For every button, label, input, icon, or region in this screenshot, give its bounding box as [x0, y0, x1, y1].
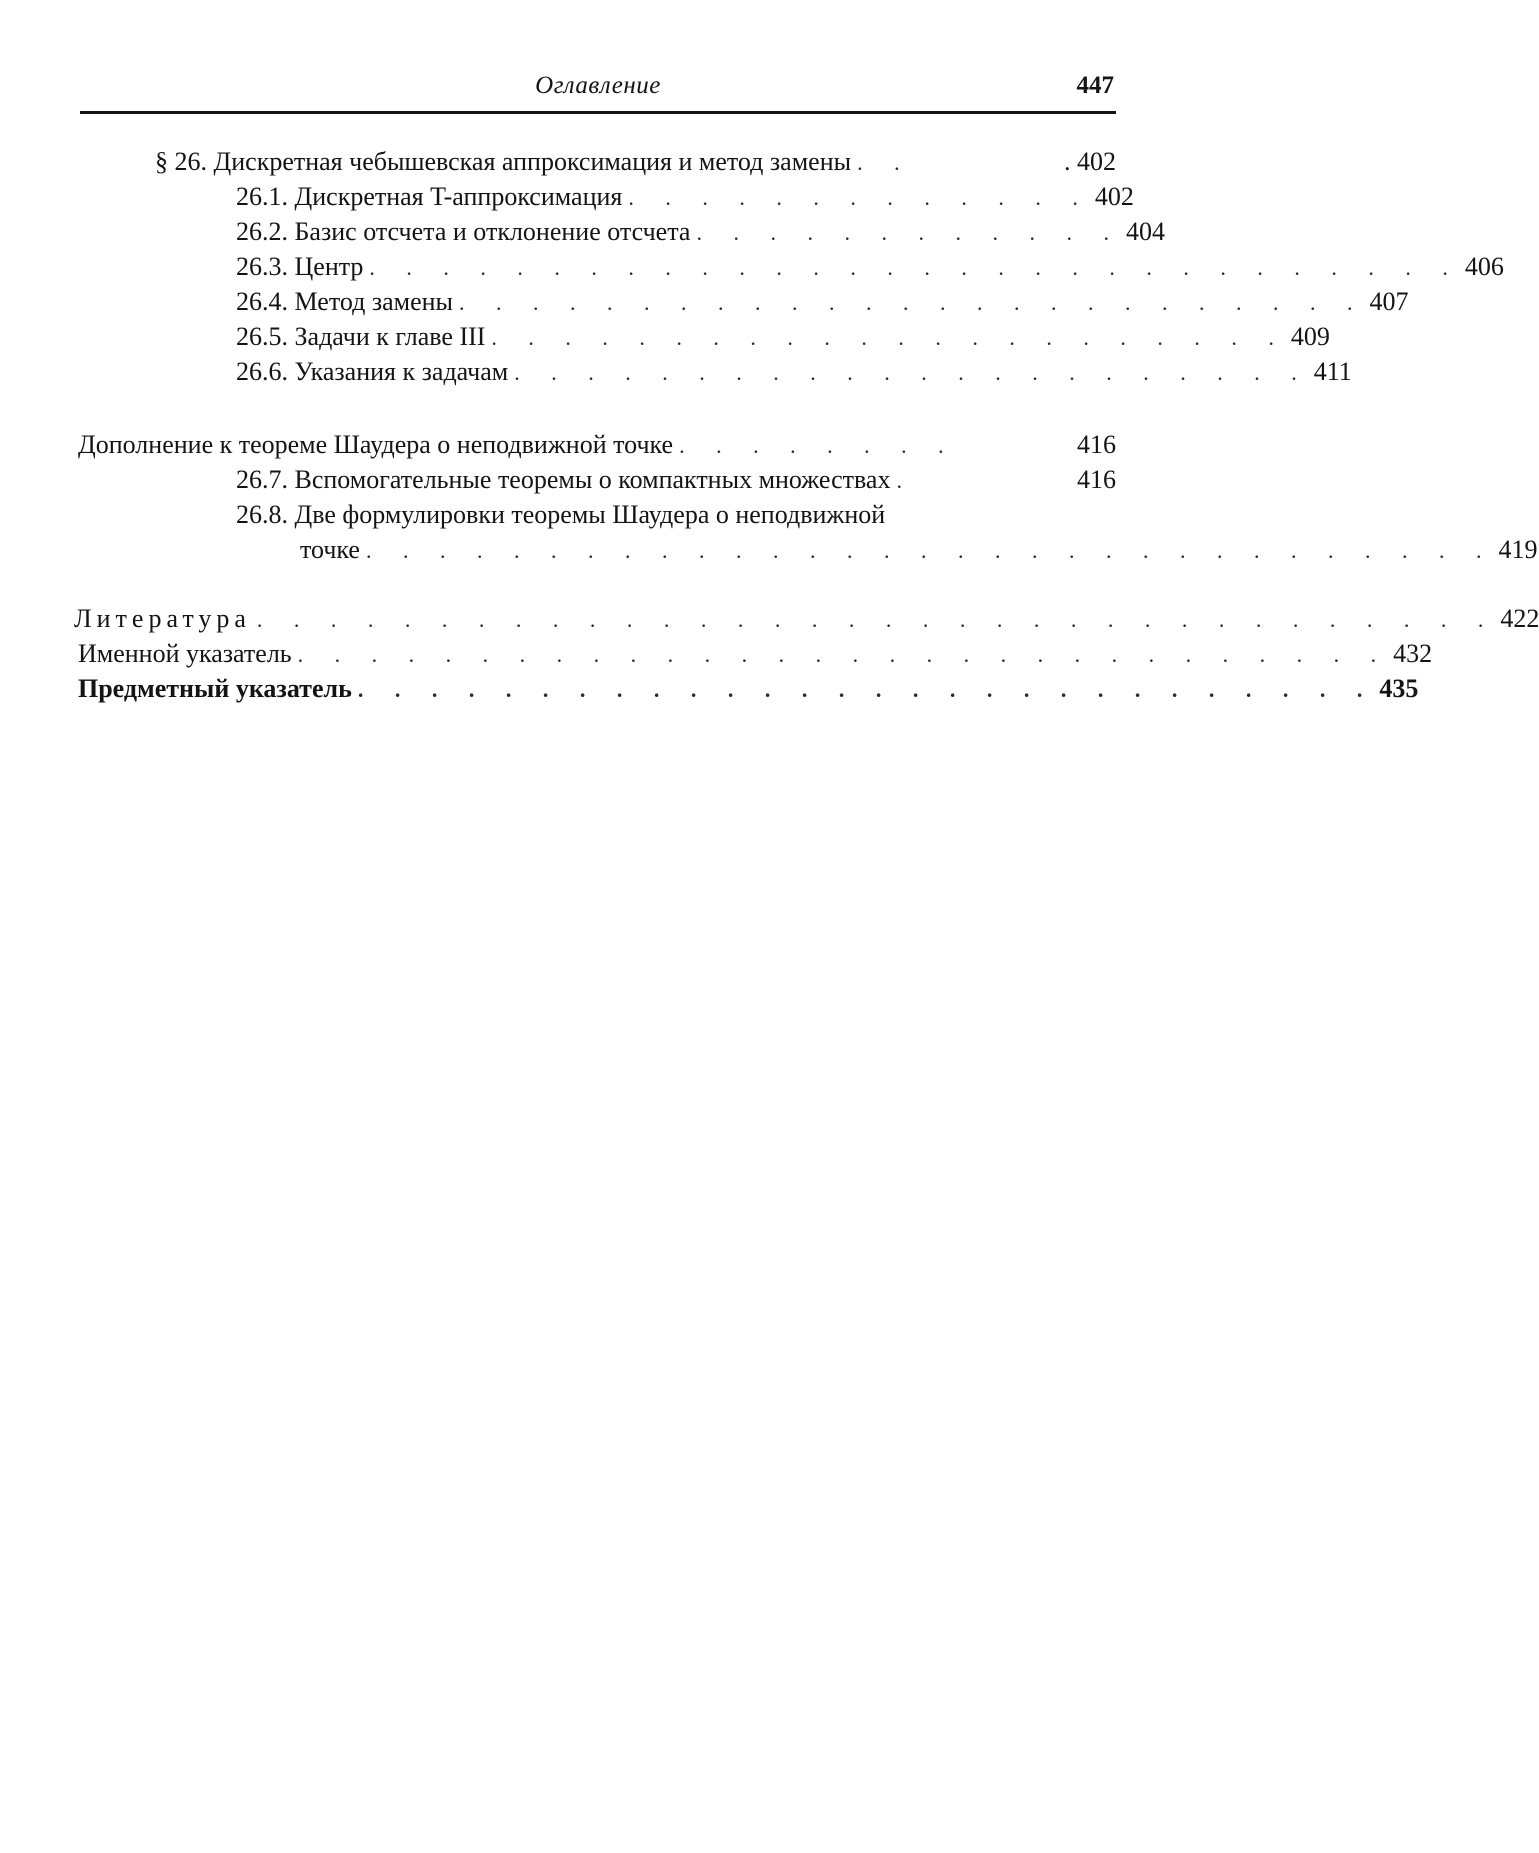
header-page-number: 447: [1076, 72, 1114, 99]
toc-entry-page: 409: [1290, 322, 1330, 351]
toc-entry-26-8-first-line[interactable]: 26.8. Две формулировки теоремы Шаудера о неподвижной: [236, 500, 886, 529]
toc-entry-literature[interactable]: [74, 602, 1539, 636]
toc-entry-label: 26.5. Задачи к главе III: [236, 322, 486, 351]
toc-entry-name-index[interactable]: [78, 637, 1433, 671]
header-title: Оглавление: [535, 72, 661, 99]
toc-leader-dots: . . . . . . . . . . . . . . . . . . . . . . . . . . . . . . .: [365, 538, 1495, 563]
toc-entry-supplement[interactable]: [78, 428, 1116, 462]
toc-entry-26-8[interactable]: [300, 533, 1538, 567]
toc-entry-page: 411: [1313, 357, 1352, 386]
toc-leader-dots: . . . . . . . . . . . . . . . . . . . . . .: [514, 360, 1310, 385]
toc-entry-page: 406: [1464, 252, 1504, 281]
toc-leader-dots: . . . . . . . . . . . . . . . . . . . . . . . . . . . . . . . . . .: [256, 607, 1497, 632]
toc-entry-label: 26.1. Дискретная T-аппроксимация: [236, 182, 623, 211]
toc-entry-page: 432: [1393, 639, 1433, 668]
running-header: [80, 72, 1116, 116]
toc-entry-26-5[interactable]: [236, 320, 1330, 354]
toc-leader-dots: . . . . . . . . . . . . . . . . . . . . . . . . . . . . . .: [369, 255, 1461, 280]
toc-leader-dots: . . . . . . . . . . . . . . . . . . . . . . . . . . . . . .: [297, 642, 1390, 667]
toc-entry-label: Предметный указатель: [78, 674, 352, 703]
toc-entry-label: точке: [300, 535, 360, 564]
toc-entry-section-26[interactable]: [155, 145, 1116, 179]
toc-entry-subject-index[interactable]: [78, 672, 1419, 706]
toc-entry-page: 422: [1500, 604, 1539, 633]
toc-entry-page: . 402: [1064, 147, 1116, 176]
toc-entry-label: 26.6. Указания к задачам: [236, 357, 509, 386]
toc-entry-page: 435: [1379, 674, 1419, 703]
toc-entry-label: Литература: [74, 604, 251, 633]
toc-leader-dots: . . . . . . . . . . . . . . . . . . . . . . . . . . . .: [357, 677, 1376, 702]
toc-leader-dots: . . . . . . . . . . . . .: [628, 185, 1091, 210]
toc-entry-page: 416: [1077, 465, 1116, 494]
toc-entry-label: Именной указатель: [78, 639, 292, 668]
toc-entry-page: 416: [1077, 430, 1116, 459]
toc-entry-26-2[interactable]: [236, 215, 1165, 249]
toc-entry-page: 407: [1369, 287, 1409, 316]
toc-entry-label: Дополнение к теореме Шаудера о неподвижной точке: [78, 430, 674, 459]
toc-entry-page: 404: [1125, 217, 1165, 246]
header-rule: [80, 111, 1116, 114]
toc-entry-label: § 26. Дискретная чебышевская аппроксимация и метод замены: [155, 147, 852, 176]
toc-entry-26-1[interactable]: [236, 180, 1134, 214]
toc-leader-dots: . . . . . . . . . . . .: [696, 220, 1122, 245]
toc-entry-26-6[interactable]: [236, 355, 1352, 389]
toc-entry-26-4[interactable]: [236, 285, 1409, 319]
toc-leader-dots: . . . . . . . . . . . . . . . . . . . . . . . . .: [459, 290, 1366, 315]
toc-entry-label: 26.2. Базис отсчета и отклонение отсчета: [236, 217, 691, 246]
toc-entry-page: 419: [1498, 535, 1538, 564]
toc-entry-26-7[interactable]: [236, 463, 1116, 497]
toc-entry-26-3[interactable]: [236, 250, 1504, 284]
toc-entry-page: 402: [1094, 182, 1134, 211]
toc-leader-dots: . . . . . . . . . . . . . . . . . . . . . .: [491, 325, 1287, 350]
toc-entry-label: 26.3. Центр: [236, 252, 364, 281]
toc-leader-dots: . .: [857, 150, 913, 175]
toc-leader-dots: . . . . . . . .: [679, 433, 957, 458]
toc-entry-label: 26.4. Метод замены: [236, 287, 454, 316]
toc-entry-label: 26.7. Вспомогательные теоремы о компактных множествах: [236, 465, 891, 494]
toc-leader-dots: .: [896, 468, 915, 493]
